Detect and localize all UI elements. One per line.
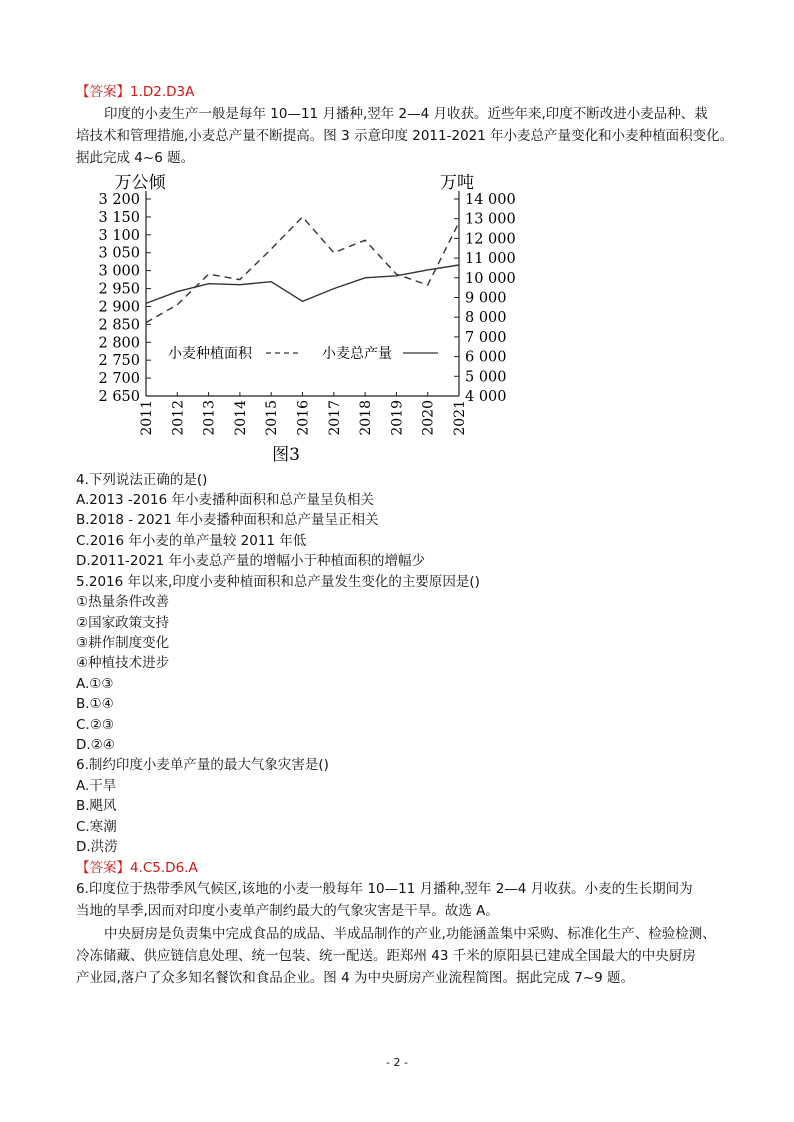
left-tick-label: 2 950 (98, 281, 140, 298)
kitchen-line: 产业园,落户了众多知名餐饮和食品企业。图 4 为中央厨房产业流程简图。据此完成 7~9 题。 (76, 970, 635, 986)
right-tick-label: 6 000 (465, 349, 507, 366)
explanation-line: 6.印度位于热带季风气候区,该地的小麦一般每年 10—11 月播种,翌年 2—4 月收获。小麦的生长期间为 (76, 881, 693, 897)
legend-label: 小麦总产量 (322, 346, 392, 362)
right-tick-label: 9 000 (465, 290, 507, 307)
right-tick-label: 11 000 (465, 251, 516, 268)
intro-line: 据此完成 4~6 题。 (76, 150, 195, 166)
x-tick-label: 2021 (452, 400, 468, 436)
left-tick-label: 3 200 (98, 192, 140, 208)
left-tick-label: 3 000 (98, 263, 140, 280)
explanation-line: 当地的旱季,因而对印度小麦单产制约最大的气象灾害是干旱。故选 A。 (76, 903, 499, 919)
left-tick-label: 3 100 (98, 227, 140, 244)
left-tick-label: 2 900 (98, 299, 140, 316)
x-tick-label: 2011 (139, 400, 155, 436)
option: D.洪涝 (76, 839, 118, 855)
question-4: 4.下列说法正确的是() (76, 472, 208, 488)
left-tick-label: 3 150 (98, 209, 140, 226)
right-tick-label: 10 000 (465, 270, 516, 287)
x-tick-label: 2017 (326, 400, 343, 436)
figure-3-chart (76, 168, 546, 468)
option: D.2011-2021 年小麦总产量的增幅小于种植面积的增幅少 (76, 553, 426, 569)
right-tick-label: 13 000 (465, 211, 516, 228)
right-tick-label: 8 000 (465, 310, 507, 327)
intro-line: 培技术和管理措施,小麦总产量不断提高。图 3 示意印度 2011-2021 年小麦总产量变化和小麦种植面积变化。 (76, 128, 734, 144)
option: A.①③ (76, 676, 114, 692)
right-tick-label: 14 000 (465, 192, 516, 208)
left-tick-label: 2 700 (98, 371, 140, 388)
x-tick-label: 2013 (201, 400, 218, 436)
option: A.干旱 (76, 778, 117, 794)
legend-label: 小麦种植面积 (168, 346, 252, 362)
option: ①热量条件改善 (76, 594, 170, 610)
option: A.2013 -2016 年小麦播种面积和总产量呈负相关 (76, 492, 374, 508)
option: ②国家政策支持 (76, 615, 170, 631)
right-tick-label: 5 000 (465, 369, 507, 386)
kitchen-line: 中央厨房是负责集中完成食品的成品、半成品制作的产业,功能涵盖集中采购、标准化生产、检验检测、 (104, 926, 716, 942)
x-tick-label: 2020 (420, 400, 437, 436)
kitchen-line: 冷冻储藏、供应链信息处理、统一包装、统一配送。距郑州 43 千米的原阳县已建成全国最大的中央厨房 (76, 948, 696, 964)
x-tick-label: 2015 (264, 400, 281, 436)
line-chart (76, 168, 546, 468)
option: ③耕作制度变化 (76, 635, 170, 651)
series-output-line (146, 265, 459, 303)
right-axis-unit: 万吨 (440, 173, 474, 193)
series-area-line (146, 217, 459, 323)
left-axis-unit: 万公倾 (114, 173, 166, 193)
option: D.②④ (76, 737, 115, 753)
left-tick-label: 2 850 (98, 317, 140, 334)
option: B.飓风 (76, 798, 117, 814)
option: C.②③ (76, 717, 114, 733)
question-6: 6.制约印度小麦单产量的最大气象灾害是() (76, 757, 329, 773)
left-tick-label: 2 800 (98, 335, 140, 352)
intro-line: 印度的小麦生产一般是每年 10—11 月播种,翌年 2—4 月收获。近些年来,印度不断改进小麦品种、栽 (104, 106, 708, 122)
left-tick-label: 2 650 (98, 389, 140, 405)
option: B.①④ (76, 696, 114, 712)
option: ④种植技术进步 (76, 655, 170, 671)
answer-line-2 (76, 858, 198, 878)
left-tick-label: 3 050 (98, 245, 140, 262)
x-tick-label: 2019 (389, 400, 406, 436)
x-tick-label: 2012 (170, 400, 187, 436)
right-tick-label: 7 000 (465, 329, 507, 346)
page-number: - 2 - (386, 1056, 408, 1069)
answer-line-1 (76, 82, 194, 102)
x-tick-label: 2016 (295, 400, 312, 436)
figure-caption: 图3 (272, 445, 300, 465)
answer-text: 4.C5.D6.A (130, 860, 198, 876)
right-tick-label: 4 000 (465, 389, 507, 405)
answer-text: 1.D2.D3A (130, 84, 195, 100)
answer-label: 【答案】 (76, 84, 130, 100)
x-tick-label: 2014 (232, 400, 249, 436)
answer-label: 【答案】 (76, 860, 130, 876)
x-tick-label: 2018 (358, 400, 375, 436)
question-5: 5.2016 年以来,印度小麦种植面积和总产量发生变化的主要原因是() (76, 574, 480, 590)
option: B.2018 - 2021 年小麦播种面积和总产量呈正相关 (76, 512, 379, 528)
option: C.寒潮 (76, 819, 117, 835)
left-tick-label: 2 750 (98, 353, 140, 370)
option: C.2016 年小麦的单产量较 2011 年低 (76, 533, 307, 549)
right-tick-label: 12 000 (465, 231, 516, 248)
